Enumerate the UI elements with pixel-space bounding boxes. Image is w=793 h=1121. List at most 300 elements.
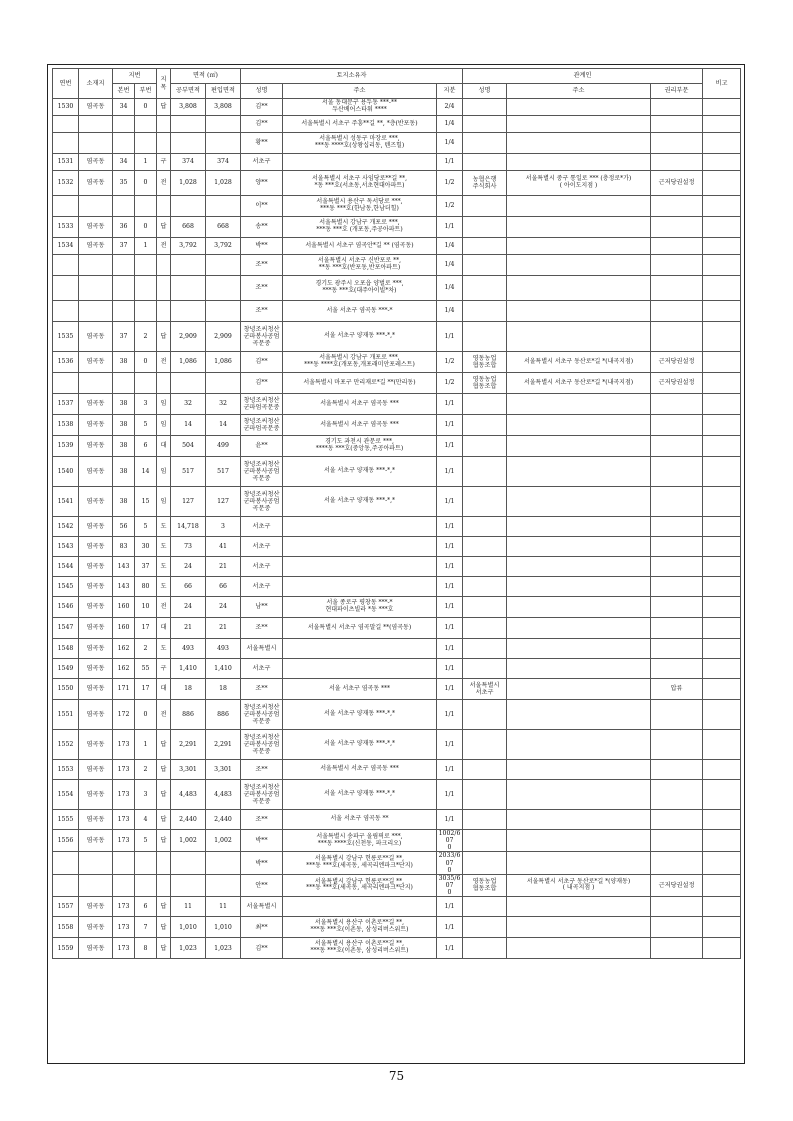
cell-party-right <box>651 577 703 597</box>
cell-party-right <box>651 238 703 255</box>
cell-area-public: 66 <box>171 577 206 597</box>
cell-lot-sub: 0 <box>135 352 157 373</box>
cell-serial: 1554 <box>53 780 79 810</box>
table-row <box>53 618 741 639</box>
cell-owner-name: 조** <box>241 255 283 276</box>
cell-party-right: 근저당권설정 <box>651 171 703 196</box>
cell-lot-main: 38 <box>113 352 135 373</box>
table-row <box>53 322 741 352</box>
header-area-incorp: 편입면적 <box>206 84 241 99</box>
cell-lot-main: 38 <box>113 436 135 457</box>
cell-owner-name: 박** <box>241 830 283 852</box>
cell-area-public <box>171 852 206 874</box>
cell-location: 염곡동 <box>79 830 113 852</box>
cell-remarks <box>703 322 741 352</box>
header-owner-group: 토지소유자 <box>241 69 463 84</box>
cell-lot-main: 35 <box>113 171 135 196</box>
cell-remarks <box>703 217 741 238</box>
cell-remarks <box>703 457 741 487</box>
cell-party-right <box>651 322 703 352</box>
cell-location: 염곡동 <box>79 171 113 196</box>
header-party-name: 성명 <box>463 84 507 99</box>
cell-remarks <box>703 659 741 679</box>
cell-remarks <box>703 415 741 436</box>
cell-share: 1/1 <box>437 487 463 517</box>
cell-share: 1/1 <box>437 537 463 557</box>
cell-category <box>157 301 171 322</box>
cell-area-public: 668 <box>171 217 206 238</box>
cell-party-right <box>651 852 703 874</box>
cell-party-name <box>463 780 507 810</box>
cell-category: 전 <box>157 597 171 618</box>
table-row <box>53 457 741 487</box>
cell-party-address <box>507 457 651 487</box>
cell-area-incorp: 668 <box>206 217 241 238</box>
cell-area-public <box>171 255 206 276</box>
cell-lot-sub: 5 <box>135 517 157 537</box>
cell-remarks <box>703 577 741 597</box>
header-party-group: 관계인 <box>463 69 703 84</box>
cell-lot-sub: 1 <box>135 730 157 760</box>
cell-lot-sub: 10 <box>135 597 157 618</box>
cell-share: 1/1 <box>437 780 463 810</box>
cell-party-address <box>507 639 651 659</box>
cell-share: 1/1 <box>437 517 463 537</box>
cell-lot-main: 34 <box>113 154 135 171</box>
cell-area-incorp: 1,086 <box>206 352 241 373</box>
cell-party-name <box>463 557 507 577</box>
cell-serial: 1556 <box>53 830 79 852</box>
table-row <box>53 780 741 810</box>
cell-area-public <box>171 196 206 217</box>
cell-owner-name: 박** <box>241 852 283 874</box>
cell-serial: 1534 <box>53 238 79 255</box>
cell-area-incorp: 3,808 <box>206 99 241 116</box>
cell-location: 염곡동 <box>79 154 113 171</box>
cell-owner-address: 서울특별시 강남구 헌릉로**길 **, ***동 ***호(세곡동, 세곡리엔파크*단지) <box>283 874 437 896</box>
cell-owner-address: 경기도 과천시 관문로 ***, ****동 ***호(중앙동,주공아파트) <box>283 436 437 457</box>
cell-party-address <box>507 487 651 517</box>
cell-serial: 1542 <box>53 517 79 537</box>
cell-owner-name: 서초구 <box>241 557 283 577</box>
cell-lot-main: 162 <box>113 659 135 679</box>
cell-serial <box>53 373 79 394</box>
cell-lot-sub <box>135 255 157 276</box>
cell-category: 구 <box>157 659 171 679</box>
cell-location <box>79 116 113 133</box>
cell-category: 구 <box>157 154 171 171</box>
cell-location: 염곡동 <box>79 897 113 917</box>
cell-owner-address: 경기도 광주시 오포읍 양벌로 ***, ***동 ***호(대주아이빌*차) <box>283 276 437 301</box>
cell-area-incorp <box>206 255 241 276</box>
cell-location: 염곡동 <box>79 700 113 730</box>
cell-category <box>157 276 171 301</box>
cell-owner-address <box>283 517 437 537</box>
cell-owner-name: 조** <box>241 679 283 700</box>
cell-lot-sub <box>135 116 157 133</box>
cell-share: 3035/607 0 <box>437 874 463 896</box>
cell-party-address <box>507 557 651 577</box>
cell-party-address <box>507 116 651 133</box>
cell-party-name <box>463 618 507 639</box>
cell-party-name <box>463 917 507 938</box>
cell-serial: 1543 <box>53 537 79 557</box>
table-row <box>53 487 741 517</box>
cell-lot-sub: 1 <box>135 238 157 255</box>
cell-party-name <box>463 196 507 217</box>
cell-party-right <box>651 917 703 938</box>
cell-area-incorp: 11 <box>206 897 241 917</box>
cell-owner-address: 서울특별시 강남구 개포로 ***, ***동 ****호(개포동,개포래미안포레스트) <box>283 352 437 373</box>
cell-party-right <box>651 116 703 133</box>
cell-party-right <box>651 276 703 301</box>
cell-owner-address: 서울 서초구 양재동 ***-*,* <box>283 780 437 810</box>
cell-lot-main: 38 <box>113 394 135 415</box>
cell-owner-address: 서울 동대문구 용두동 ***-** 두산베어스타워 **** <box>283 99 437 116</box>
cell-area-public: 14 <box>171 415 206 436</box>
cell-area-incorp: 32 <box>206 394 241 415</box>
cell-area-incorp: 886 <box>206 700 241 730</box>
cell-share: 1/4 <box>437 255 463 276</box>
cell-remarks <box>703 557 741 577</box>
cell-party-name <box>463 415 507 436</box>
cell-area-incorp: 1,023 <box>206 938 241 959</box>
cell-lot-main: 34 <box>113 99 135 116</box>
cell-category: 도 <box>157 577 171 597</box>
cell-share: 1002/607 0 <box>437 830 463 852</box>
cell-area-incorp <box>206 133 241 154</box>
cell-area-public <box>171 301 206 322</box>
table-row <box>53 730 741 760</box>
cell-owner-name: 창녕조씨청산 군파봉사공엄 곡문중 <box>241 322 283 352</box>
cell-party-name <box>463 577 507 597</box>
cell-party-right <box>651 618 703 639</box>
cell-remarks <box>703 255 741 276</box>
cell-area-incorp: 499 <box>206 436 241 457</box>
cell-serial: 1539 <box>53 436 79 457</box>
cell-owner-name: 남** <box>241 597 283 618</box>
cell-party-address <box>507 238 651 255</box>
cell-category: 대 <box>157 679 171 700</box>
cell-serial: 1548 <box>53 639 79 659</box>
cell-party-name <box>463 436 507 457</box>
cell-party-name <box>463 659 507 679</box>
cell-party-address: 서울특별시 서초구 동산로*길 *(내곡지점) <box>507 373 651 394</box>
cell-owner-address: 서울특별시 서초구 신반포로 **, **동 ***호(반포동,반포아파트) <box>283 255 437 276</box>
cell-party-address <box>507 276 651 301</box>
table-row <box>53 436 741 457</box>
cell-serial: 1552 <box>53 730 79 760</box>
cell-remarks <box>703 373 741 394</box>
cell-lot-main: 173 <box>113 938 135 959</box>
cell-lot-sub: 8 <box>135 938 157 959</box>
cell-lot-main: 173 <box>113 810 135 830</box>
cell-category: 전 <box>157 238 171 255</box>
cell-location: 염곡동 <box>79 730 113 760</box>
cell-share: 1/2 <box>437 352 463 373</box>
table-row <box>53 577 741 597</box>
cell-location: 염곡동 <box>79 557 113 577</box>
cell-owner-name: 김** <box>241 352 283 373</box>
cell-share: 1/1 <box>437 457 463 487</box>
cell-remarks <box>703 133 741 154</box>
cell-location: 염곡동 <box>79 457 113 487</box>
cell-lot-sub: 2 <box>135 322 157 352</box>
cell-category <box>157 196 171 217</box>
cell-category: 대 <box>157 436 171 457</box>
cell-share: 1/2 <box>437 373 463 394</box>
cell-owner-name: 서초구 <box>241 537 283 557</box>
cell-party-name <box>463 830 507 852</box>
cell-serial <box>53 276 79 301</box>
cell-party-name <box>463 255 507 276</box>
cell-remarks <box>703 618 741 639</box>
cell-owner-address: 서울특별시 성동구 마장로 ***, ***동 ****호(상왕십리동, 텐즈힐) <box>283 133 437 154</box>
cell-remarks <box>703 154 741 171</box>
cell-lot-sub <box>135 852 157 874</box>
cell-lot-main <box>113 852 135 874</box>
cell-serial: 1537 <box>53 394 79 415</box>
cell-area-incorp: 1,010 <box>206 917 241 938</box>
cell-party-right <box>651 154 703 171</box>
cell-area-incorp <box>206 196 241 217</box>
cell-area-incorp: 21 <box>206 618 241 639</box>
cell-location: 염곡동 <box>79 810 113 830</box>
cell-party-address <box>507 196 651 217</box>
cell-area-public: 73 <box>171 537 206 557</box>
cell-party-right <box>651 255 703 276</box>
cell-party-address <box>507 301 651 322</box>
cell-lot-main <box>113 196 135 217</box>
cell-area-public: 3,792 <box>171 238 206 255</box>
cell-owner-name: 양** <box>241 171 283 196</box>
cell-serial: 1547 <box>53 618 79 639</box>
cell-category: 도 <box>157 557 171 577</box>
cell-share: 1/1 <box>437 917 463 938</box>
cell-lot-main: 173 <box>113 780 135 810</box>
cell-share: 1/2 <box>437 171 463 196</box>
cell-share: 1/1 <box>437 618 463 639</box>
cell-owner-address: 서울특별시 용산구 이촌로**길 **, ***동 ***호(이촌동, 삼성리버스위트) <box>283 917 437 938</box>
cell-party-name <box>463 897 507 917</box>
table-row <box>53 255 741 276</box>
cell-area-incorp <box>206 116 241 133</box>
cell-party-name: 영동농업 협동조합 <box>463 352 507 373</box>
cell-location <box>79 373 113 394</box>
header-owner-address: 주소 <box>283 84 437 99</box>
cell-location: 염곡동 <box>79 917 113 938</box>
cell-area-incorp: 21 <box>206 557 241 577</box>
cell-serial: 1546 <box>53 597 79 618</box>
cell-party-address <box>507 938 651 959</box>
cell-share: 1/1 <box>437 597 463 618</box>
cell-area-public: 1,023 <box>171 938 206 959</box>
cell-lot-main <box>113 255 135 276</box>
cell-location: 염곡동 <box>79 436 113 457</box>
cell-owner-address: 서울 서초구 양재동 ***-*,* <box>283 700 437 730</box>
cell-owner-address: 서울특별시 용산구 독서당로 ***, ***동 ***호(한남동,한남더힐) <box>283 196 437 217</box>
cell-party-address <box>507 597 651 618</box>
cell-remarks <box>703 639 741 659</box>
cell-lot-sub: 0 <box>135 700 157 730</box>
cell-owner-address: 서울 서초구 염곡동 *** <box>283 679 437 700</box>
cell-category: 답 <box>157 217 171 238</box>
cell-area-public: 504 <box>171 436 206 457</box>
cell-area-public: 1,086 <box>171 352 206 373</box>
cell-location: 염곡동 <box>79 577 113 597</box>
cell-location <box>79 255 113 276</box>
cell-lot-main: 37 <box>113 322 135 352</box>
cell-party-address <box>507 780 651 810</box>
cell-owner-address: 서울특별시 서초구 염곡말길 **(염곡동) <box>283 618 437 639</box>
cell-share: 1/1 <box>437 679 463 700</box>
cell-category: 임 <box>157 415 171 436</box>
cell-location: 염곡동 <box>79 487 113 517</box>
cell-location: 염곡동 <box>79 618 113 639</box>
cell-remarks <box>703 852 741 874</box>
cell-party-right <box>651 394 703 415</box>
cell-serial <box>53 255 79 276</box>
cell-owner-address: 서울특별시 서초구 염곡동 *** <box>283 760 437 780</box>
cell-area-incorp: 66 <box>206 577 241 597</box>
cell-location: 염곡동 <box>79 537 113 557</box>
cell-owner-name: 조** <box>241 760 283 780</box>
cell-party-name <box>463 394 507 415</box>
cell-owner-name: 창녕조씨청산 군파봉사공엄 곡문중 <box>241 457 283 487</box>
cell-party-address: 서울특별시 서초구 동산로*길 *(양재동) ( 내곡지점 ) <box>507 874 651 896</box>
cell-lot-sub: 0 <box>135 171 157 196</box>
cell-share: 1/1 <box>437 938 463 959</box>
cell-area-public: 11 <box>171 897 206 917</box>
cell-party-address <box>507 217 651 238</box>
cell-party-address: 서울특별시 중구 통일로 *** (충정로*가) ( 아이도지점 ) <box>507 171 651 196</box>
cell-party-address <box>507 760 651 780</box>
cell-lot-main: 143 <box>113 557 135 577</box>
cell-serial: 1558 <box>53 917 79 938</box>
cell-serial: 1545 <box>53 577 79 597</box>
cell-party-right <box>651 217 703 238</box>
cell-share: 1/1 <box>437 415 463 436</box>
cell-area-incorp: 24 <box>206 597 241 618</box>
cell-area-public: 1,002 <box>171 830 206 852</box>
cell-share: 1/4 <box>437 301 463 322</box>
table-row <box>53 116 741 133</box>
cell-area-public: 3,301 <box>171 760 206 780</box>
cell-location: 염곡동 <box>79 517 113 537</box>
cell-owner-address: 서울 종로구 평창동 ***-* 현대파이츠빌라 *동 ***호 <box>283 597 437 618</box>
table-row <box>53 830 741 852</box>
cell-area-public <box>171 116 206 133</box>
cell-party-address <box>507 917 651 938</box>
cell-party-address <box>507 730 651 760</box>
cell-owner-name: 김** <box>241 99 283 116</box>
cell-owner-address: 서울특별시 서초구 사임당로**길 **, *동 ***호(서초동,서초현대아파트) <box>283 171 437 196</box>
cell-share: 2/4 <box>437 99 463 116</box>
cell-location <box>79 133 113 154</box>
cell-owner-name: 안** <box>241 874 283 896</box>
cell-remarks <box>703 679 741 700</box>
cell-party-right <box>651 830 703 852</box>
cell-area-incorp: 1,028 <box>206 171 241 196</box>
cell-lot-sub: 5 <box>135 830 157 852</box>
cell-party-address: 서울특별시 서초구 동산로*길 *(내곡지점) <box>507 352 651 373</box>
cell-location: 염곡동 <box>79 99 113 116</box>
cell-lot-main: 162 <box>113 639 135 659</box>
cell-serial: 1535 <box>53 322 79 352</box>
cell-serial: 1533 <box>53 217 79 238</box>
cell-location: 염곡동 <box>79 352 113 373</box>
table-row <box>53 154 741 171</box>
cell-area-public: 517 <box>171 457 206 487</box>
cell-owner-address: 서울특별시 송파구 올림픽로 ***, ***동 ****호(신천동, 파크리오) <box>283 830 437 852</box>
cell-area-public: 1,010 <box>171 917 206 938</box>
cell-serial: 1553 <box>53 760 79 780</box>
cell-lot-sub: 80 <box>135 577 157 597</box>
cell-serial <box>53 133 79 154</box>
cell-lot-main: 173 <box>113 760 135 780</box>
cell-party-right <box>651 301 703 322</box>
table-row <box>53 852 741 874</box>
cell-area-public: 493 <box>171 639 206 659</box>
cell-owner-address <box>283 577 437 597</box>
cell-party-right <box>651 897 703 917</box>
cell-location: 염곡동 <box>79 597 113 618</box>
cell-party-right <box>651 517 703 537</box>
cell-lot-sub: 17 <box>135 618 157 639</box>
cell-area-public: 374 <box>171 154 206 171</box>
cell-remarks <box>703 780 741 810</box>
cell-category <box>157 255 171 276</box>
page-number: 75 <box>388 1069 405 1083</box>
cell-party-address <box>507 700 651 730</box>
cell-location <box>79 874 113 896</box>
cell-location: 염곡동 <box>79 415 113 436</box>
cell-party-address <box>507 830 651 852</box>
cell-serial: 1536 <box>53 352 79 373</box>
cell-category: 임 <box>157 394 171 415</box>
cell-party-name: 농협은행 주식회사 <box>463 171 507 196</box>
cell-party-right <box>651 133 703 154</box>
cell-remarks <box>703 116 741 133</box>
cell-lot-sub: 4 <box>135 810 157 830</box>
cell-serial: 1530 <box>53 99 79 116</box>
cell-area-incorp: 41 <box>206 537 241 557</box>
cell-owner-name: 최** <box>241 917 283 938</box>
cell-owner-address: 서울 서초구 염곡동 ** <box>283 810 437 830</box>
cell-serial <box>53 852 79 874</box>
cell-lot-sub <box>135 301 157 322</box>
table-row <box>53 897 741 917</box>
cell-owner-name: 창녕조씨청산 군파봉사공엄 곡문중 <box>241 487 283 517</box>
cell-area-public <box>171 276 206 301</box>
cell-area-public: 127 <box>171 487 206 517</box>
cell-lot-main: 38 <box>113 487 135 517</box>
cell-share: 1/1 <box>437 810 463 830</box>
cell-party-address <box>507 659 651 679</box>
table-row <box>53 171 741 196</box>
cell-party-address <box>507 852 651 874</box>
cell-location: 염곡동 <box>79 217 113 238</box>
cell-share: 1/1 <box>437 700 463 730</box>
cell-party-name <box>463 760 507 780</box>
cell-party-address <box>507 577 651 597</box>
cell-remarks <box>703 810 741 830</box>
table-row <box>53 394 741 415</box>
cell-party-right <box>651 938 703 959</box>
cell-category: 전 <box>157 700 171 730</box>
cell-category: 임 <box>157 457 171 487</box>
cell-party-right <box>651 639 703 659</box>
